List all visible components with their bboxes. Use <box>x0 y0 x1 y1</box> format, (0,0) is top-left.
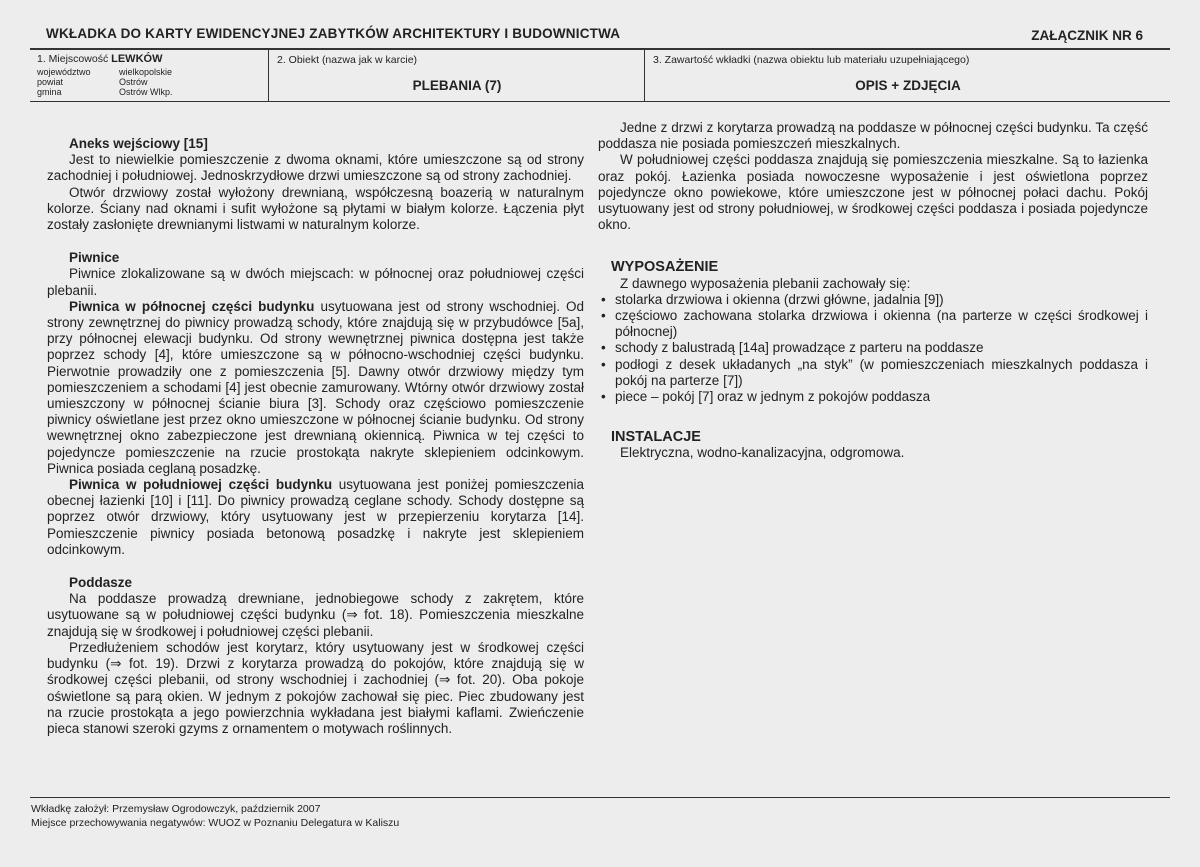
paragraph: Otwór drzwiowy został wyłożony drewnianą, współczesną boazerią w naturalnym kolorze. Ściany nad oknami i sufit wyłożone są płytami w białym kolorze. Łączenia płyt zostały zasłonięte drewnianymi listwami w naturalnym kolorze. <box>47 184 584 233</box>
equipment-list <box>598 292 1148 405</box>
paragraph: Przedłużeniem schodów jest korytarz, który usytuowany jest w środkowej części budynku (⇒ fot. 19). Drzwi z korytarza prowadzą do pokojów, które znajdują się w środkowej części plebanii, od strony wschodniej i zachodniej (⇒ fot. 20). Oba pokoje oświetlone są parą okien. W jednym z pokojów zachował się piec. Piec zbudowany jest na rzucie prostokąta a jego powierzchnia wykładana jest białymi kaflami. Zwieńczenie pieca stanowi szeroki gzyms z ornamentem o motywach roślinnych. <box>47 639 584 736</box>
locality-value: LEWKÓW <box>111 53 163 65</box>
commune-label: gmina <box>37 87 62 97</box>
content-cell <box>644 50 1171 101</box>
section-title-piwnice: Piwnice <box>69 250 120 266</box>
list-item: • podłogi z desek układanych „na styk” (w pomieszczeniach mieszkalnych poddasza i pokój na parterze [7]) <box>598 357 1148 389</box>
left-column <box>47 136 584 737</box>
section-title-wyposazenie: WYPOSAŻENIE <box>611 259 719 276</box>
paragraph: Jest to niewielkie pomieszczenie z dwoma oknami, które umieszczone są od strony zachodniej i południowej. Jednoskrzydłowe drzwi umieszczone są od strony zachodniej. <box>47 152 584 184</box>
annex-number: ZAŁĄCZNIK NR 6 <box>1031 28 1143 43</box>
header-table <box>30 48 1170 102</box>
locality-cell <box>30 50 268 101</box>
locality-label: 1. Miejscowość <box>37 53 109 65</box>
object-label: 2. Obiekt (nazwa jak w karcie) <box>277 54 418 66</box>
commune-row <box>37 87 173 97</box>
paragraph: Jedne z drzwi z korytarza prowadzą na poddasze w północnej części budynku. Ta część poddasza nie posiada pomieszczeń mieszkalnych. <box>598 120 1148 152</box>
paragraph: Z dawnego wyposażenia plebanii zachowały się: <box>620 275 911 291</box>
footer <box>31 802 399 830</box>
bold-lead: Piwnica w północnej części budynku <box>69 298 315 314</box>
form-title: WKŁADKA DO KARTY EWIDENCYJNEJ ZABYTKÓW ARCHITEKTURY I BUDOWNICTWA <box>46 26 621 41</box>
object-value: PLEBANIA (7) <box>412 78 502 93</box>
section-title-instalacje: INSTALACJE <box>611 429 701 446</box>
voivodeship-label: województwo <box>37 67 91 77</box>
paragraph: W południowej części poddasza znajdują się pomieszczenia mieszkalne. Są to łazienka oraz pokój. Łazienka posiada nowoczesne wyposażenie i jest oświetlona poprzez pojedyncze okno powiekowe, które umieszczone jest w północnej połaci dachu. Pokój usytuowany jest od strony południowej, w środkowej części poddasza i posiada pojedyncze okno. <box>598 152 1148 233</box>
object-cell <box>268 50 645 101</box>
voivodeship-row <box>37 67 173 77</box>
commune-value: Ostrów Wlkp. <box>119 87 173 97</box>
list-item: • częściowo zachowana stolarka drzwiowa i okienna (na parterze w części środkowej i północnej) <box>598 308 1148 340</box>
list-item: • stolarka drzwiowa i okienna (drzwi główne, jadalnia [9]) <box>598 292 1148 308</box>
county-row <box>37 77 148 87</box>
bold-lead: Piwnica w południowej części budynku <box>69 477 333 493</box>
content-label: 3. Zawartość wkładki (nazwa obiektu lub materiału uzupełniającego) <box>653 54 970 66</box>
footer-author: Wkładkę założył: Przemysław Ogrodowczyk, październik 2007 <box>31 803 321 815</box>
paragraph: Elektryczna, wodno-kanalizacyjna, odgromowa. <box>620 445 905 461</box>
footer-divider <box>30 797 1170 798</box>
section-title-aneks: Aneks wejściowy [15] <box>69 136 208 151</box>
right-column <box>598 120 1148 462</box>
list-item: • piece – pokój [7] oraz w jednym z pokojów poddasza <box>598 389 1148 405</box>
paragraph: Piwnice zlokalizowane są w dwóch miejscach: w północnej oraz południowej części plebanii. <box>47 266 584 298</box>
county-label: powiat <box>37 77 64 87</box>
section-title-poddasze: Poddasze <box>69 575 133 591</box>
list-item: • schody z balustradą [14a] prowadzące z parteru na poddasze <box>598 340 1148 356</box>
content-value: OPIS + ZDJĘCIA <box>855 78 961 93</box>
paragraph: Piwnica w północnej części budynku usytuowana jest od strony wschodniej. Od strony zewnętrznej do piwnicy prowadzą schody, które znajdują się w przybudówce [5a], przy północnej elewacji budynku. Od strony wewnętrznej piwnica dostępna jest także poprzez schody [4], które umieszczone są w północno-wschodniej części budynku. Pierwotnie prowadziły one z pomieszczenia [5]. Dawny otwór drzwiowy między tym pomieszczeniem a schodami [4] jest obecnie zamurowany. Wtórny otwór drzwiowy został umieszczony w północnej ścianie biura [3]. Schody oraz częściowo pomieszczenie piwnicy oświetlane jest przez okno umieszczone w północnej ścianie budynku. Od strony wewnętrznej okno zabezpieczone jest drewnianą okiennicą. Piwnica w tej części to pojedyncze pomieszczenie na rzucie prostokąta nakryte sklepieniem odcinkowym. Piwnica posiada ceglaną posadzkę. <box>47 298 584 476</box>
county-value: Ostrów <box>119 77 148 87</box>
footer-negatives: Miejsce przechowywania negatywów: WUOZ w Poznaniu Delegatura w Kaliszu <box>31 817 400 829</box>
paragraph: Na poddasze prowadzą drewniane, jednobiegowe schody z zakrętem, które usytuowane są w południowej części budynku (⇒ fot. 18). Pomieszczenia mieszkalne znajdują się w środkowej i południowej części plebanii. <box>47 591 584 639</box>
voivodeship-value: wielkopolskie <box>119 67 173 77</box>
paragraph: Piwnica w południowej części budynku usytuowana jest poniżej pomieszczenia obecnej łazienki [10] i [11]. Do piwnicy prowadzą ceglane schody. Schody dostępne są poprzez otwór drzwiowy, który usytuowany jest w przepierzeniu korytarza [14]. Pomieszczenie piwnicy posiada betonową posadzkę i nakryte jest sklepieniem odcinkowym. <box>47 477 584 557</box>
